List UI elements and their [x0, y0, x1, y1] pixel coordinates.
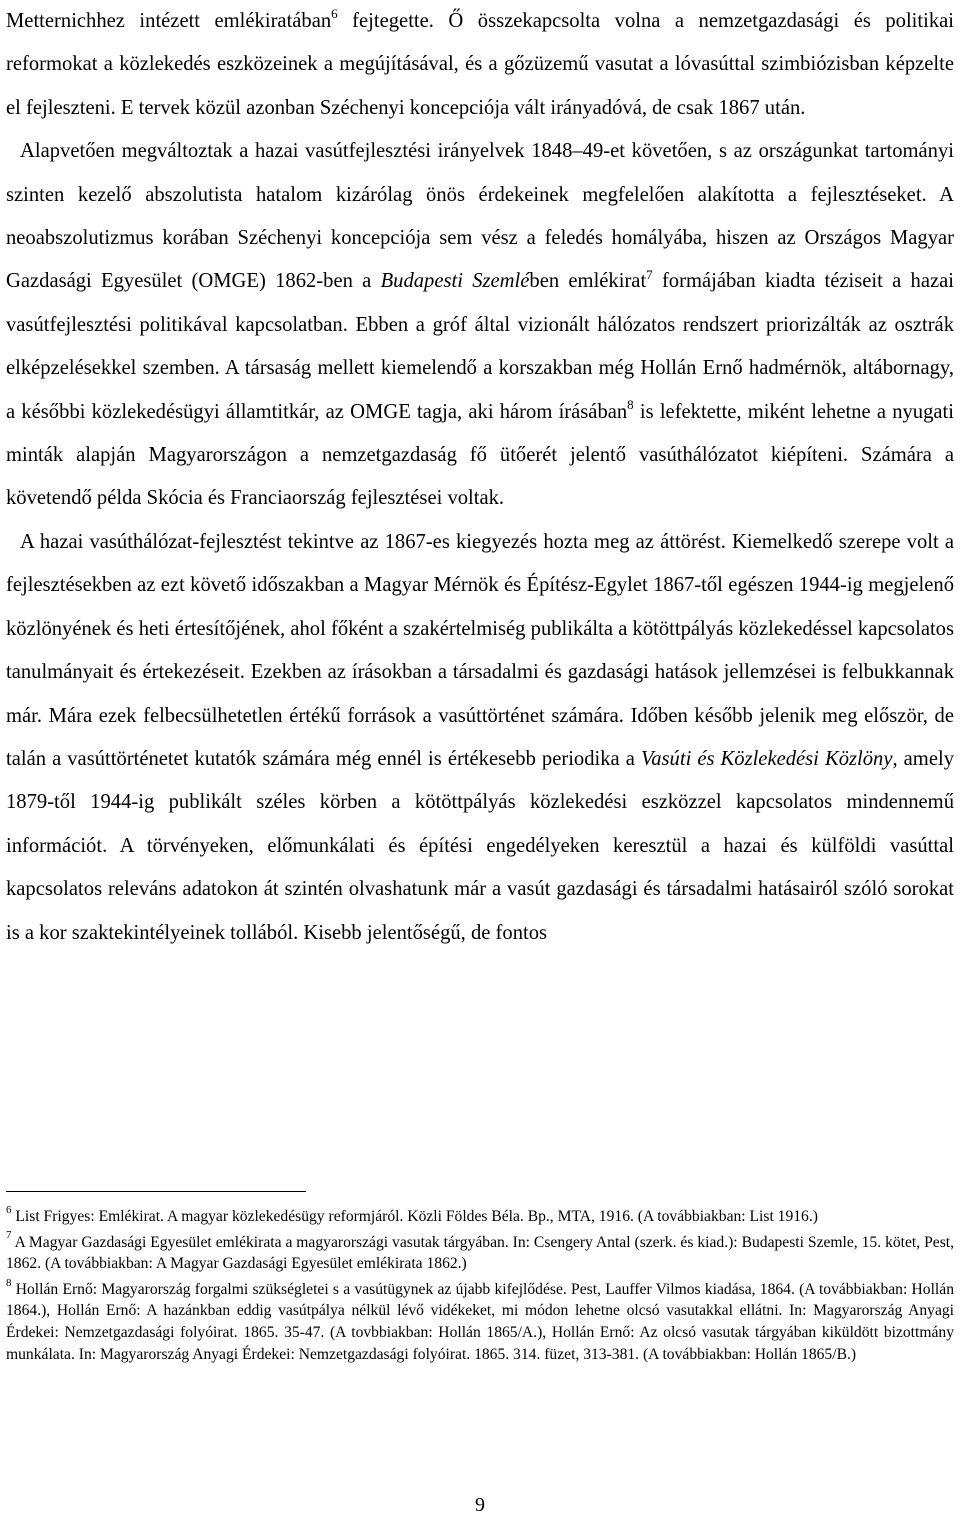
footnote-8	[6, 1276, 954, 1365]
paragraph-2-text: Alapvetően megváltoztak a hazai vasútfejlesztési irányelvek 1848–49-et követően, s az országunkat tartományi szinten kezelő abszolutista hatalom kizárólag önös érdekeinek megfelelően alakította a fejlesztéseket. A neoabszolutizmus korában Széchenyi koncepciója sem vész a feledés homályába, hiszen az Országos Magyar Gazdasági Egyesület (OMGE) 1862-ben a	[6, 140, 954, 293]
footnote-7-text: A Magyar Gazdasági Egyesület emlékirata a magyarországi vasutak tárgyában. In: Csengery Antal (szerk. és kiad.): Budapesti Szemle, 15. kötet, Pest, 1862. (A továbbiakban: A Magyar Gazdasági Egyesület emlékirata 1862.)	[6, 1233, 954, 1273]
body-text	[6, 0, 954, 955]
footnote-6	[6, 1203, 954, 1228]
paragraph-1-text-cont: fejtegette. Ő összekapcsolta volna a nemzetgazdasági és politikai reformokat a közlekedés eszközeinek a megújításával, és a gőzüzemű vasutat a lóvasúttal szimbiózisban képzelte el fejleszteni. E tervek közül azonban Széchenyi koncepciója vált irányadóvá, de csak 1867 után.	[6, 10, 954, 119]
footnote-separator	[6, 1191, 306, 1192]
footnote-ref-6: 6	[331, 6, 338, 22]
italic-title-vasuti-kozlony: Vasúti és Közlekedési Közlöny	[640, 747, 893, 770]
footnote-8-text: Hollán Ernő: Magyarország forgalmi szükségletei s a vasútügynek az újabb kifejlődése. Pest, Lauffer Vilmos kiadása, 1864. (A továbbiakban: Hollán 1864.), Hollán Ernő: A hazánkban eddig vasútpálya nélkül lévő vidékeket, mi módon lehetne olcsó vasutakkal ellátni. In: Magyarország Anyagi Érdekei: Nemzetgazdasági folyóirat. 1865. 35-47. (A tovbbiakban: Hollán 1865/A.), Hollán Ernő: Az olcsó vasutak tárgyában kiküldött bizottmány munkálata. In: Magyarország Anyagi Érdekei: Nemzetgazdasági folyóirat. 1865. 314. füzet, 313-381. (A továbbiakban: Hollán 1865/B.)	[6, 1280, 954, 1363]
paragraph-1	[6, 0, 954, 130]
footnotes	[6, 1203, 954, 1369]
footnote-8-number: 8	[6, 1276, 12, 1289]
paragraph-2-text-d: is lefektette, miként lehetne a nyugati minták alapján Magyarországon a nemzetgazdaság fő ütőerét jelentő vasúthálózatot kiépíteni. Számára a követendő példa Skócia és Franciaország fejlesztései voltak.	[6, 400, 954, 510]
paragraph-2	[6, 130, 954, 521]
paragraph-1-text: Metternichhez intézett emlékiratában	[6, 10, 332, 32]
page-number: 9	[475, 1494, 485, 1516]
italic-title-budapesti-szemle: Budapesti Szemlé	[380, 270, 530, 293]
paragraph-3-text: A hazai vasúthálózat-fejlesztést tekintve az 1867-es kiegyezés hozta meg az áttörést. Kiemelkedő szerepe volt a fejlesztésekben az ezt követő időszakban a Magyar Mérnök és Építész-Egylet 1867-től egészen 1944-ig megjelenő közlönyének és heti értesítőjének, ahol főként a szakértelmiség publikálta a kötöttpályás közlekedéssel kapcsolatos tanulmányait és értekezéseit. Ezekben az írásokban a társadalmi és gazdasági hatások jellemzései is felbukkannak már. Mára ezek felbecsülhetetlen értékű források a vasúttörténet számára. Időben később jelenik meg először, de talán a vasúttörténetet kutatók számára még ennél is értékesebb periodika a	[6, 530, 954, 770]
footnote-ref-8: 8	[627, 396, 634, 412]
footnote-ref-7: 7	[646, 266, 653, 282]
paragraph-2-text-c: formájában kiadta téziseit a hazai vasútfejlesztési politikával kapcsolatban. Ebben a gróf által vizionált hálózatos rendszert priorizálták az osztrák elképzelésekkel szemben. A társaság mellett kiemelendő a korszakban még Hollán Ernő hadmérnök, altábornagy, a későbbi közlekedésügyi államtitkár, az OMGE tagja, aki három írásában	[6, 270, 954, 423]
footnote-7-number: 7	[6, 1229, 12, 1242]
paragraph-3	[6, 521, 954, 955]
paragraph-2-text-b: ben emlékirat	[529, 270, 647, 293]
footnote-6-text: List Frigyes: Emlékirat. A magyar közlekedésügy reformjáról. Közli Földes Béla. Bp., MTA, 1916. (A továbbiakban: List 1916.)	[11, 1208, 818, 1225]
paragraph-3-text-b: , amely 1879-től 1944-ig publikált széles körben a kötöttpályás közlekedési eszközzel kapcsolatos mindennemű információt. A törvényeken, előmunkálati és építési engedélyeken keresztül a hazai és külföldi vasúttal kapcsolatos releváns adatokon át szintén olvashatunk már a vasút gazdasági és társadalmi hatásairól szóló sorokat is a kor szaktekintélyeinek tollából. Kisebb jelentőségű, de fontos	[6, 747, 954, 944]
footnote-7	[6, 1229, 954, 1275]
footnote-6-number: 6	[6, 1203, 12, 1216]
